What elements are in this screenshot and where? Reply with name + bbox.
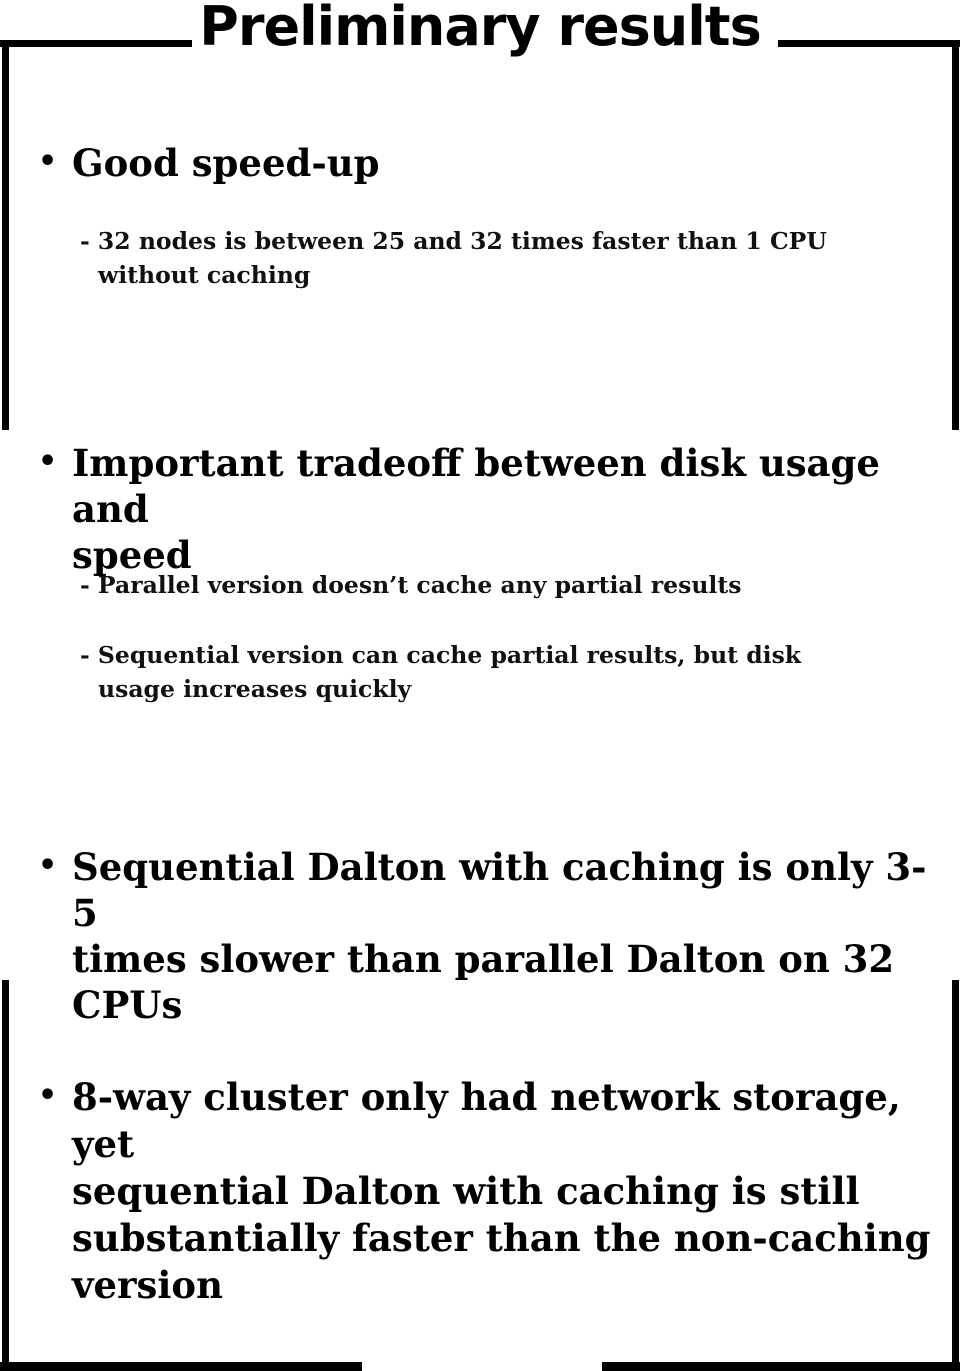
bullet-line: Important tradeoff between disk usage and <box>72 441 880 531</box>
sub-item-sequential <box>80 638 940 706</box>
bullet-cluster <box>72 1074 942 1309</box>
frame-right-upper <box>952 40 959 430</box>
sub-item-parallel: - Parallel version doesn’t cache any partial results <box>80 571 742 599</box>
bullet-dot: • <box>38 144 58 179</box>
frame-right-lower <box>952 980 959 1371</box>
frame-bottom-right <box>602 1362 960 1371</box>
sub-item-line: - 32 nodes is between 25 and 32 times faster than 1 CPU <box>80 227 827 255</box>
bullet-line: Sequential Dalton with caching is only 3-5 <box>72 845 927 935</box>
bullet-dot: • <box>38 444 58 479</box>
bullet-line: substantially faster than the non-caching <box>72 1216 931 1260</box>
bullet-dot: • <box>38 848 58 883</box>
bullet-dot: • <box>38 1078 58 1113</box>
sub-item-line: - Sequential version can cache partial results, but disk <box>80 641 802 669</box>
bullet-line: version <box>72 1263 223 1307</box>
bullet-line: sequential Dalton with caching is still <box>72 1169 860 1213</box>
frame-left-lower <box>2 980 9 1371</box>
bullet-line: 8-way cluster only had network storage, yet <box>72 1075 901 1166</box>
frame-left-upper <box>2 40 9 430</box>
bullet-sequential-dalton <box>72 844 942 1028</box>
bullet-good-speedup: Good speed-up <box>72 141 380 185</box>
bullet-line: speed <box>72 533 192 577</box>
frame-bottom-left <box>0 1362 362 1371</box>
bullet-tradeoff <box>72 440 942 578</box>
sub-item-speedup <box>80 224 940 292</box>
bullet-line: times slower than parallel Dalton on 32 CPUs <box>72 937 895 1027</box>
sub-item-line: usage increases quickly <box>98 675 412 703</box>
sub-item-line: without caching <box>98 261 311 289</box>
page-title: Preliminary results <box>199 0 761 58</box>
